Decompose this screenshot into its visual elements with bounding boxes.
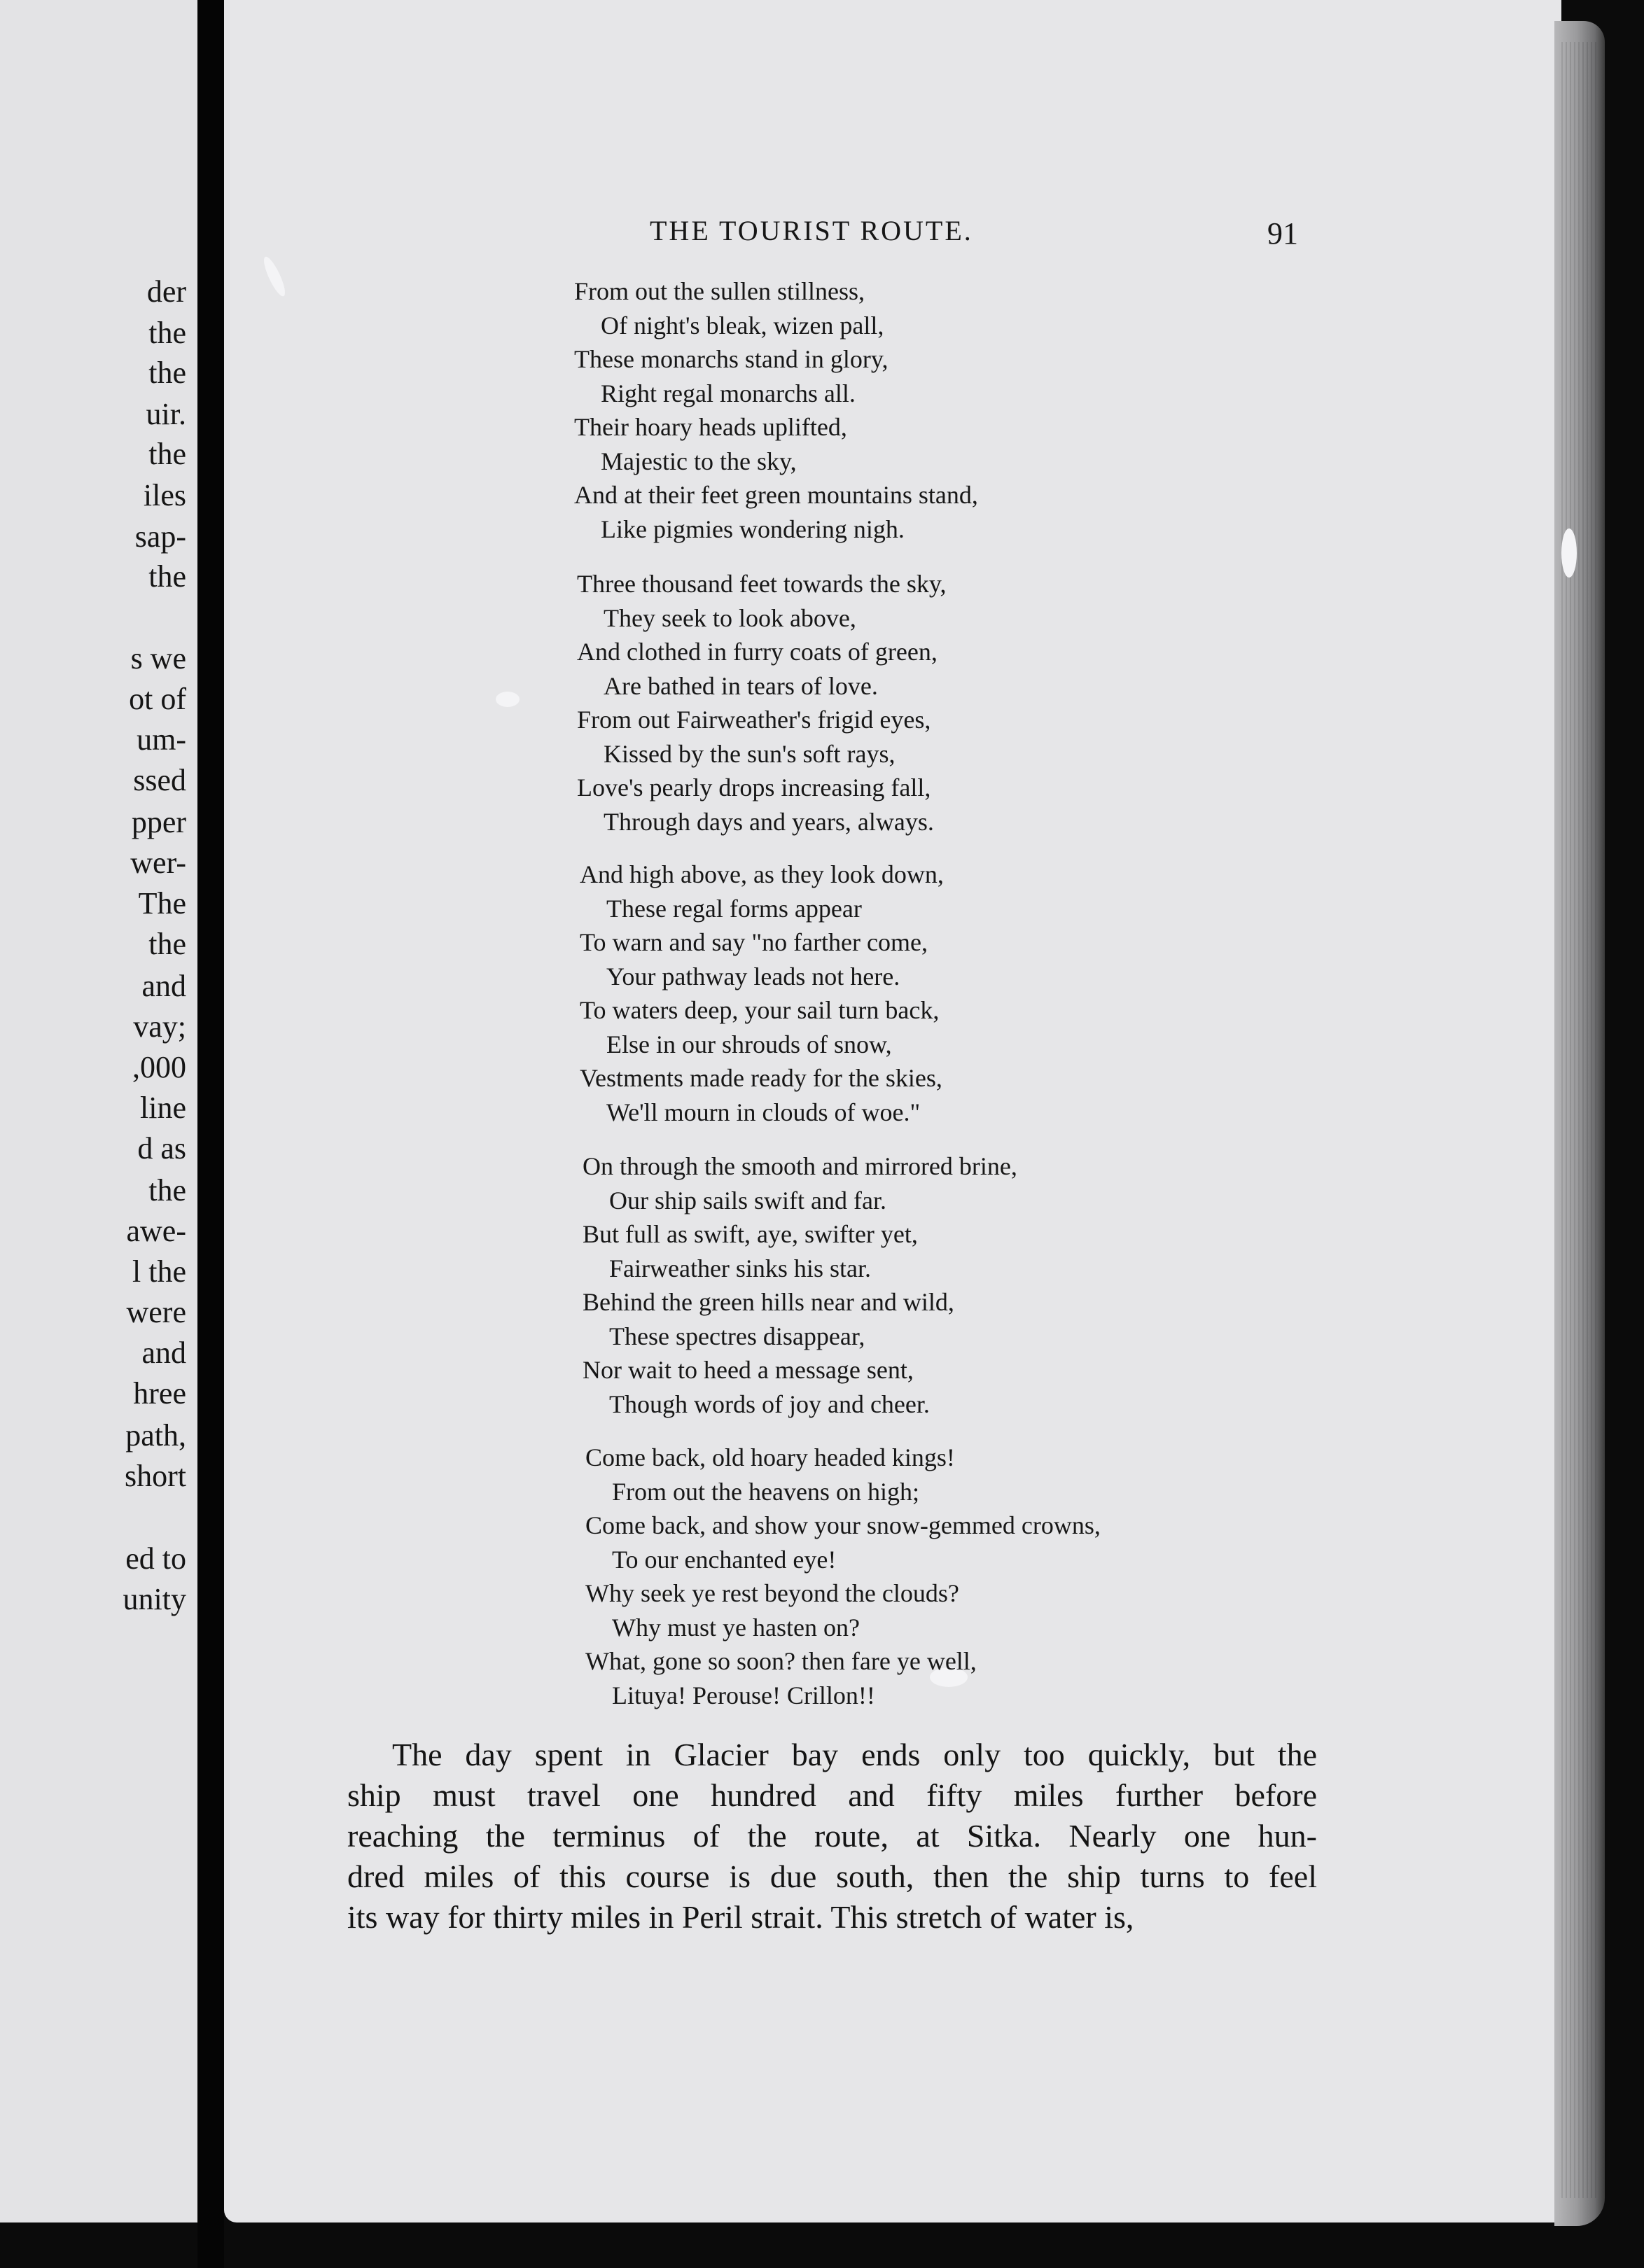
left-page-text-fragment: wer- xyxy=(130,846,186,880)
poem-line: To warn and say "no farther come, xyxy=(580,928,928,956)
prose-line: The day spent in Glacier bay ends only too quickly, but the xyxy=(392,1737,1317,1772)
book-gutter xyxy=(197,0,224,2268)
left-page-text-fragment: awe- xyxy=(126,1214,186,1248)
poem-line: On through the smooth and mirrored brine, xyxy=(583,1152,1017,1180)
left-page-text-fragment: the xyxy=(148,316,186,350)
left-page-text-fragment: vay; xyxy=(133,1009,186,1044)
poem-line: Their hoary heads uplifted, xyxy=(574,413,847,441)
left-page-text-fragment: the xyxy=(148,559,186,594)
poem-line: Majestic to the sky, xyxy=(601,447,797,475)
poem-line: Why must ye hasten on? xyxy=(612,1613,860,1642)
left-page-text-fragment: ssed xyxy=(133,763,186,797)
left-page-text-fragment: iles xyxy=(143,478,186,512)
poem-line: To our enchanted eye! xyxy=(612,1545,837,1574)
left-page-text-fragment: ,000 xyxy=(132,1050,186,1084)
poem-line: Vestments made ready for the skies, xyxy=(580,1064,942,1092)
left-page-text-fragment: sap- xyxy=(134,519,186,554)
poem-line: These monarchs stand in glory, xyxy=(574,345,889,373)
poem-line: Though words of joy and cheer. xyxy=(609,1390,930,1418)
left-page-text-fragment: uir. xyxy=(146,397,186,431)
left-page-text-fragment: s we xyxy=(130,641,186,676)
poem-line: From out the sullen stillness, xyxy=(574,277,865,305)
prose-line: reaching the terminus of the route, at Sitka. Nearly one hun- xyxy=(347,1818,1317,1854)
poem-line: And clothed in furry coats of green, xyxy=(577,638,938,666)
poem-line: They seek to look above, xyxy=(604,603,856,632)
poem-line: From out the heavens on high; xyxy=(612,1477,919,1506)
poem-line: Behind the green hills near and wild, xyxy=(583,1288,954,1316)
poem-line: These regal forms appear xyxy=(606,894,862,923)
poem-line: And high above, as they look down, xyxy=(580,860,944,888)
left-page-text-fragment: and xyxy=(141,969,186,1003)
facing-page-left xyxy=(0,0,197,2222)
poem-line: Come back, old hoary headed kings! xyxy=(585,1443,955,1471)
left-page-text-fragment: path, xyxy=(125,1418,186,1452)
prose-line: dred miles of this course is due south, then the ship turns to feel xyxy=(347,1858,1317,1894)
left-page-text-fragment: and xyxy=(141,1336,186,1370)
left-page-text-fragment: ot of xyxy=(129,682,186,716)
poem-line: Why seek ye rest beyond the clouds? xyxy=(585,1579,959,1607)
left-page-text-fragment: der xyxy=(146,274,186,309)
running-head: THE TOURIST ROUTE. xyxy=(650,215,973,246)
left-page-text-fragment: hree xyxy=(133,1376,186,1410)
left-page-text-fragment: d as xyxy=(137,1131,186,1166)
poem-line: Like pigmies wondering nigh. xyxy=(601,514,905,543)
prose-line: ship must travel one hundred and fifty miles further before xyxy=(347,1777,1317,1813)
left-page-text-fragment: the xyxy=(148,437,186,471)
poem-line: Of night's bleak, wizen pall, xyxy=(601,311,884,340)
poem-line: To waters deep, your sail turn back, xyxy=(580,996,940,1024)
left-page-text-fragment: line xyxy=(140,1091,186,1125)
poem-line: Are bathed in tears of love. xyxy=(604,671,878,700)
poem-line: Kissed by the sun's soft rays, xyxy=(604,739,896,768)
paper-speck xyxy=(1561,528,1577,578)
left-page-text-fragment: were xyxy=(126,1295,186,1329)
left-page-text-fragment: the xyxy=(148,356,186,390)
poem-line: What, gone so soon? then fare ye well, xyxy=(585,1647,977,1675)
poem-line: From out Fairweather's frigid eyes, xyxy=(577,706,931,734)
poem-line: Your pathway leads not here. xyxy=(606,962,900,990)
left-page-text-fragment: the xyxy=(148,927,186,961)
left-page-text-fragment: the xyxy=(148,1173,186,1208)
poem-line: Else in our shrouds of snow, xyxy=(606,1030,892,1058)
poem-line: Lituya! Perouse! Crillon!! xyxy=(612,1681,875,1709)
left-page-text-fragment: short xyxy=(125,1459,186,1493)
page-number: 91 xyxy=(1267,216,1298,251)
left-page-text-fragment: ed to xyxy=(125,1541,186,1576)
page-edge-texture xyxy=(1561,42,1596,2198)
poem-line: Through days and years, always. xyxy=(604,807,934,836)
left-page-text-fragment: pper xyxy=(131,805,186,839)
poem-line: Love's pearly drops increasing fall, xyxy=(577,774,931,802)
prose-line: its way for thirty miles in Peril strait. This stretch of water is, xyxy=(347,1899,1134,1935)
poem-line: Three thousand feet towards the sky, xyxy=(577,570,947,598)
left-page-text-fragment: l the xyxy=(132,1254,186,1289)
poem-line: Nor wait to heed a message sent, xyxy=(583,1356,914,1384)
poem-line: And at their feet green mountains stand, xyxy=(574,481,978,509)
poem-line: But full as swift, aye, swifter yet, xyxy=(583,1220,918,1248)
left-page-text-fragment: The xyxy=(138,886,186,920)
poem-line: Fairweather sinks his star. xyxy=(609,1254,871,1282)
poem-line: These spectres disappear, xyxy=(609,1322,865,1350)
left-page-text-fragment: unity xyxy=(123,1582,186,1616)
poem-line: We'll mourn in clouds of woe." xyxy=(606,1098,921,1126)
poem-line: Right regal monarchs all. xyxy=(601,379,856,407)
poem-line: Come back, and show your snow-gemmed crowns, xyxy=(585,1511,1101,1539)
paper-speck xyxy=(496,692,520,707)
left-page-text-fragment: um- xyxy=(137,722,186,757)
poem-line: Our ship sails swift and far. xyxy=(609,1186,886,1214)
